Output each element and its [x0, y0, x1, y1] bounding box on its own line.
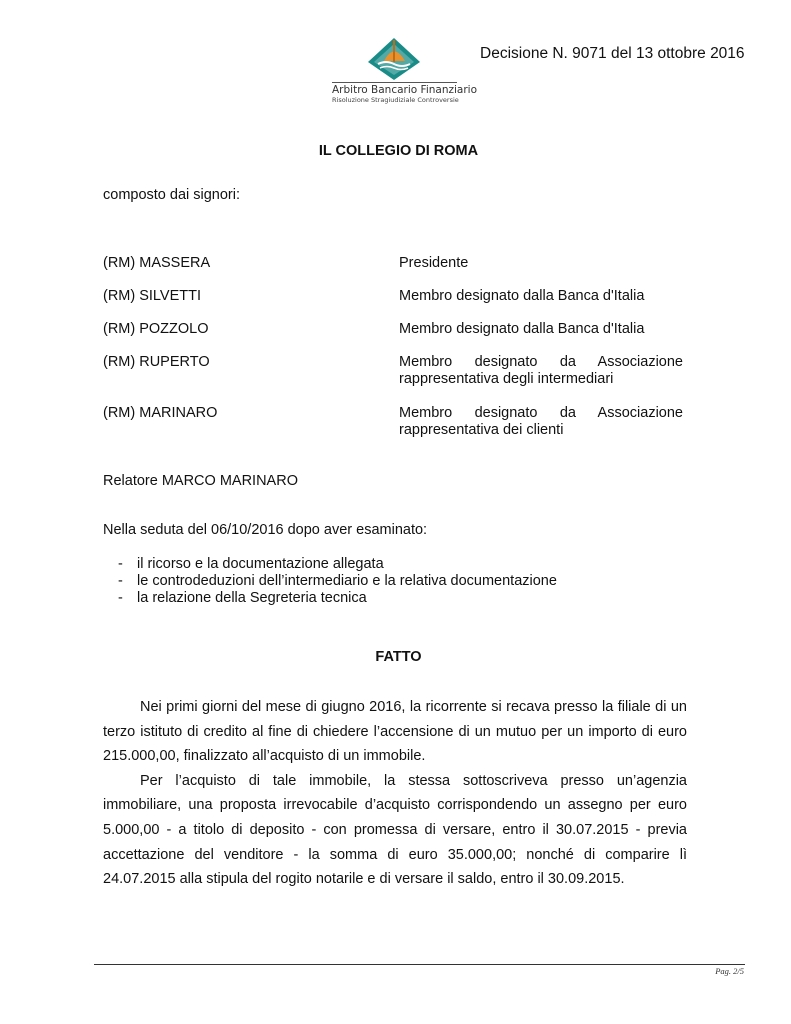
college-heading: IL COLLEGIO DI ROMA [318, 143, 479, 159]
member-name: (RM) POZZOLO [103, 321, 209, 337]
session-intro: Nella seduta del 06/10/2016 dopo aver esaminato: [103, 522, 428, 538]
fatto-body [103, 695, 687, 892]
list-item-text: la relazione della Segreteria tecnica [137, 590, 367, 606]
list-dash: - [118, 556, 123, 572]
list-item [118, 556, 557, 573]
decision-title: Decisione N. 9071 del 13 ottobre 2016 [480, 45, 745, 62]
list-item-text: le controdeduzioni dell’intermediario e la relativa documentazione [137, 573, 557, 589]
list-item [118, 573, 557, 590]
member-role: Membro designato dalla Banca d'Italia [399, 288, 645, 304]
member-name: (RM) MASSERA [103, 255, 211, 271]
member-role: Membro designato da Associazione rappresentativa degli intermediari [399, 354, 683, 387]
member-name: (RM) RUPERTO [103, 354, 210, 370]
member-role: Membro designato dalla Banca d'Italia [399, 321, 645, 337]
logo-subtitle: Risoluzione Stragiudiziale Controversie [332, 96, 459, 104]
examined-items-list [118, 556, 557, 607]
logo-name: Arbitro Bancario Finanziario [332, 84, 478, 96]
list-item [118, 590, 557, 607]
paragraph: Per l’acquisto di tale immobile, la stessa sottoscriveva presso un’agenzia immobiliare, una proposta irrevocabile d’acquisto corrispondendo un assegno per euro 5.000,00 - a titolo di deposito - con promessa di versare, entro il 30.07.2015 - previa accettazione del venditore - la somma di euro 35.000,00; nonché di comparire lì 24.07.2015 alla stipula del rogito notarile e di versare il saldo, entro il 30.09.2015. [103, 772, 687, 888]
member-role: Membro designato da Associazione rappresentativa dei clienti [399, 405, 683, 438]
page-number: Pag. 2/5 [715, 966, 744, 976]
list-item-text: il ricorso e la documentazione allegata [137, 556, 384, 572]
member-role: Presidente [399, 255, 469, 271]
abf-emblem-icon [364, 34, 424, 80]
section-heading: FATTO [375, 649, 422, 665]
rapporteur: Relatore MARCO MARINARO [103, 473, 298, 489]
list-dash: - [118, 590, 123, 606]
member-name: (RM) MARINARO [103, 405, 218, 421]
list-dash: - [118, 573, 123, 589]
abf-logo [332, 34, 478, 104]
paragraph: Nei primi giorni del mese di giugno 2016, la ricorrente si recava presso la filiale di un terzo istituto di credito al fine di chiedere l’accensione di un mutuo per un importo di euro 215.000,00, finalizzato all’acquisto di un immobile. [103, 699, 687, 765]
member-name: (RM) SILVETTI [103, 288, 202, 304]
footer-divider [94, 964, 745, 965]
composed-by-label: composto dai signori: [103, 187, 241, 203]
